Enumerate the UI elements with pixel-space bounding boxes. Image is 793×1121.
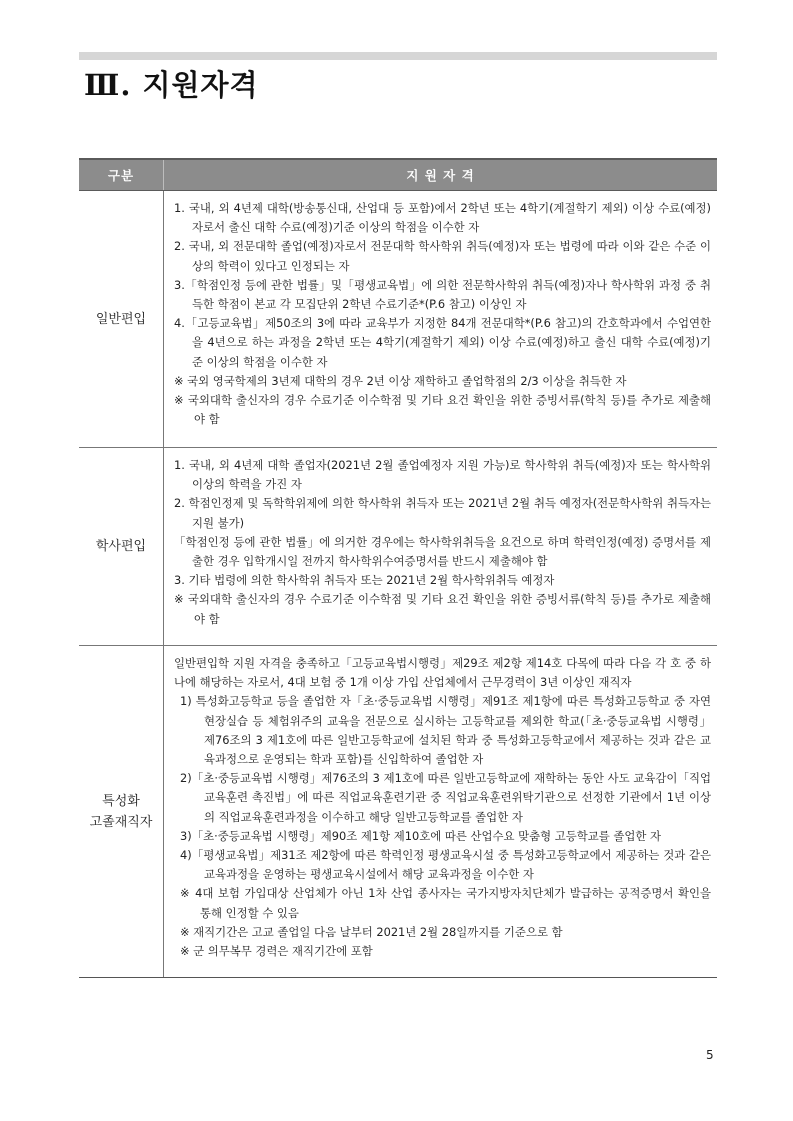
- list-item: 1. 국내, 외 4년제 대학 졸업자(2021년 2월 졸업예정자 지원 가능)로 학사학위 취득(예정)자 또는 학사학위 이상의 학력을 가진 자: [174, 458, 711, 492]
- row-content-vocational: [164, 646, 718, 978]
- header-qualification: 지 원 자 격: [164, 159, 718, 191]
- row-category-general: 일반편입: [79, 191, 164, 448]
- list-item: 3. 기타 법령에 의한 학사학위 취득자 또는 2021년 2월 학사학위취득 예정자: [174, 573, 555, 588]
- list-item: 2)「초·중등교육법 시행령」제76조의 3 제1호에 따른 일반고등학교에 재학하는 동안 사도 교육감이「직업교육훈련 촉진법」에 따른 직업교육훈련기관 중 직업교육훈련위탁기관으로 선정한 기관에서 1년 이상의 직업교육훈련과정을 이수하고 해당 일반고등학교를 졸업한 자: [180, 771, 711, 824]
- list-item: 2. 국내, 외 전문대학 졸업(예정)자로서 전문대학 학사학위 취득(예정)자 또는 법령에 따라 이와 같은 수준 이상의 학력이 있다고 인정되는 자: [174, 239, 711, 273]
- note-item: ※ 국외대학 출신자의 경우 수료기준 이수학점 및 기타 요건 확인을 위한 증빙서류(학칙 등)를 추가로 제출해야 함: [174, 393, 711, 427]
- list-item: 3.「학점인정 등에 관한 법률」및「평생교육법」에 의한 전문학사학위 취득(예정)자나 학사학위 과정 중 취득한 학점이 본교 각 모집단위 2학년 수료기준*(P.6 참고) 이상인 자: [174, 277, 711, 312]
- title-rule: [79, 52, 717, 60]
- category-line: 고졸재직자: [89, 814, 153, 830]
- page-number: 5: [706, 1048, 714, 1062]
- note-item: ※ 군 의무복무 경력은 재직기간에 포함: [180, 944, 373, 959]
- table-row: [79, 646, 717, 978]
- list-item: 4)「평생교육법」제31조 제2항에 따른 학력인정 평생교육시설 중 특성화고등학교에서 제공하는 것과 같은 교육과정을 운영하는 평생교육시설에서 해당 교육과정을 이수한 자: [180, 848, 711, 882]
- list-item: 3)「초·중등교육법 시행령」제90조 제1항 제10호에 따른 산업수요 맞춤형 고등학교를 졸업한 자: [180, 828, 662, 843]
- table-header-row: [79, 159, 717, 191]
- row-category-bachelor: 학사편입: [79, 448, 164, 646]
- list-item: 2. 학점인정제 및 독학학위제에 의한 학사학위 취득자 또는 2021년 2월 취득 예정자(전문학사학위 취득자는 지원 불가): [174, 496, 711, 530]
- table-row: [79, 448, 717, 646]
- list-item: 1. 국내, 외 4년제 대학(방송통신대, 산업대 등 포함)에서 2학년 또는 4학기(계절학기 제외) 이상 수료(예정)자로서 출신 대학 수료(예정)기준 이상의 학점을 이수한 자: [174, 201, 711, 235]
- note-item: ※ 국외대학 출신자의 경우 수료기준 이수학점 및 기타 요건 확인을 위한 증빙서류(학칙 등)를 추가로 제출해야 함: [174, 592, 711, 626]
- row-content-bachelor: [164, 448, 718, 646]
- header-category: 구분: [79, 159, 164, 191]
- note-item: ※ 국외 영국학제의 3년제 대학의 경우 2년 이상 재학하고 졸업학점의 2/3 이상을 취득한 자: [174, 373, 627, 388]
- table-row: [79, 191, 717, 448]
- list-item: 「학점인정 등에 관한 법률」에 의거한 경우에는 학사학위취득을 요건으로 하며 학력인정(예정) 증명서를 제출한 경우 입학개시일 전까지 학사학위수여증명서를 반드시 제출해야 함: [174, 534, 711, 569]
- intro-text: 일반편입학 지원 자격을 충족하고「고등교육법시행령」제29조 제2항 제14호 다목에 따라 다음 각 호 중 하나에 해당하는 자로서, 4대 보험 중 1개 이상 가입 산업체에서 근무경력이 3년 이상인 재직자: [174, 656, 711, 690]
- row-content-general: [164, 191, 718, 448]
- qualification-table: [79, 158, 717, 978]
- row-category-vocational: [79, 646, 164, 978]
- list-item: 4.「고등교육법」제50조의 3에 따라 교육부가 지정한 84개 전문대학*(P.6 참고)의 간호학과에서 수업연한을 4년으로 하는 과정을 2학년 또는 4학기(계절학기 제외) 이상 수료(예정)하고 출신 대학 수료(예정)기준 이상의 학점을 이수한 자: [174, 316, 711, 369]
- section-title: Ⅲ. 지원자격: [84, 68, 259, 102]
- note-item: ※ 4대 보험 가입대상 산업체가 아닌 1차 산업 종사자는 국가지방자치단체가 발급하는 공적증명서 확인을 통해 인정할 수 있음: [180, 886, 711, 920]
- note-item: ※ 재직기간은 고교 졸업일 다음 날부터 2021년 2월 28일까지를 기준으로 함: [180, 924, 563, 939]
- list-item: 1) 특성화고등학교 등을 졸업한 자「초·중등교육법 시행령」제91조 제1항에 따른 특성화고등학교 중 자연현장실습 등 체험위주의 교육을 전문으로 실시하는 고등학교를 제외한 학교(「초·중등교육법 시행령」제76조의 3 제1호에 따른 일반고등학교에 설치된 학과 중 특성화고등학교에서 제공하는 것과 같은 교육과정으로 운영되는 학과 포함)를 신입학하여 졸업한 자: [180, 694, 711, 767]
- category-line: 특성화: [102, 793, 140, 809]
